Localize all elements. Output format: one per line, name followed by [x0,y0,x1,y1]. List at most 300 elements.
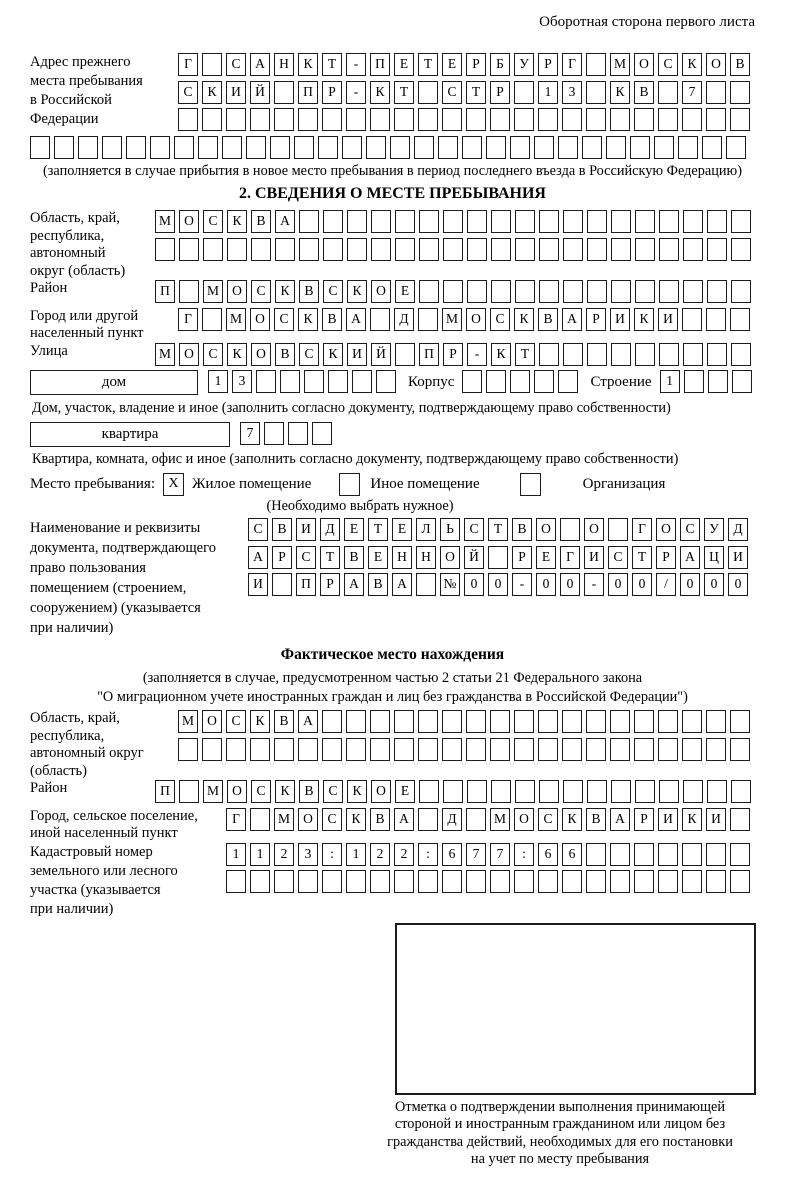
char-cell[interactable] [462,370,482,393]
char-cell[interactable] [442,108,462,131]
char-cell[interactable] [730,308,750,331]
char-cell[interactable] [730,710,750,733]
char-cell[interactable] [707,343,727,366]
char-cell[interactable] [395,238,415,261]
char-cell[interactable] [658,738,678,761]
char-cell[interactable] [467,238,487,261]
char-cell[interactable]: Р [656,546,676,569]
char-cell[interactable] [443,280,463,303]
char-cell[interactable]: В [538,308,558,331]
char-cell[interactable]: 0 [728,573,748,596]
char-cell[interactable]: П [370,53,390,76]
char-cell[interactable]: Е [392,518,412,541]
char-cell[interactable] [682,843,702,866]
char-cell[interactable] [222,136,242,159]
char-cell[interactable] [370,710,390,733]
char-cell[interactable]: С [296,546,316,569]
char-cell[interactable] [443,210,463,233]
char-cell[interactable]: О [227,780,247,803]
char-cell[interactable] [586,843,606,866]
char-cell[interactable]: С [608,546,628,569]
char-cell[interactable] [611,210,631,233]
char-cell[interactable] [394,870,414,893]
char-cell[interactable] [226,738,246,761]
char-cell[interactable]: П [155,280,175,303]
char-cell[interactable]: С [680,518,700,541]
char-cell[interactable]: Р [490,81,510,104]
char-cell[interactable] [202,738,222,761]
char-cell[interactable] [538,710,558,733]
char-cell[interactable]: К [227,343,247,366]
char-cell[interactable] [394,108,414,131]
char-cell[interactable] [658,710,678,733]
char-cell[interactable] [563,780,583,803]
char-cell[interactable] [226,108,246,131]
char-cell[interactable] [486,370,506,393]
char-cell[interactable]: Т [632,546,652,569]
char-cell[interactable] [250,738,270,761]
char-cell[interactable] [659,780,679,803]
char-cell[interactable] [514,870,534,893]
char-cell[interactable] [562,710,582,733]
char-cell[interactable] [347,210,367,233]
char-cell[interactable] [442,710,462,733]
char-cell[interactable] [294,136,314,159]
char-cell[interactable]: С [658,53,678,76]
char-cell[interactable]: Й [250,81,270,104]
char-cell[interactable] [562,870,582,893]
char-cell[interactable]: К [323,343,343,366]
char-cell[interactable]: / [656,573,676,596]
char-cell[interactable] [731,780,751,803]
char-cell[interactable] [635,343,655,366]
char-cell[interactable]: С [538,808,558,831]
char-cell[interactable] [682,308,702,331]
char-cell[interactable] [587,780,607,803]
char-cell[interactable] [250,870,270,893]
char-cell[interactable] [371,238,391,261]
char-cell[interactable] [322,710,342,733]
char-cell[interactable]: С [203,210,223,233]
char-cell[interactable]: В [272,518,292,541]
char-cell[interactable]: 2 [370,843,390,866]
char-cell[interactable] [288,422,308,445]
char-cell[interactable] [586,738,606,761]
char-cell[interactable] [635,280,655,303]
char-cell[interactable]: В [274,710,294,733]
char-cell[interactable] [682,870,702,893]
char-cell[interactable] [587,343,607,366]
char-cell[interactable]: Т [394,81,414,104]
char-cell[interactable] [586,108,606,131]
char-cell[interactable] [558,136,578,159]
char-cell[interactable]: В [730,53,750,76]
char-cell[interactable] [586,53,606,76]
char-cell[interactable]: В [322,308,342,331]
char-cell[interactable]: С [323,780,343,803]
char-cell[interactable]: 1 [208,370,228,393]
char-cell[interactable] [264,422,284,445]
char-cell[interactable]: К [682,808,702,831]
char-cell[interactable] [658,870,678,893]
char-cell[interactable] [352,370,372,393]
char-cell[interactable]: В [299,280,319,303]
char-cell[interactable] [203,238,223,261]
char-cell[interactable]: Т [515,343,535,366]
char-cell[interactable] [174,136,194,159]
char-cell[interactable] [304,370,324,393]
char-cell[interactable]: К [682,53,702,76]
char-cell[interactable] [730,843,750,866]
char-cell[interactable] [202,108,222,131]
char-cell[interactable]: О [250,308,270,331]
char-cell[interactable]: М [155,210,175,233]
char-cell[interactable]: 1 [660,370,680,393]
char-cell[interactable]: М [203,780,223,803]
char-cell[interactable]: О [634,53,654,76]
char-cell[interactable]: С [248,518,268,541]
char-cell[interactable] [510,136,530,159]
char-cell[interactable]: А [394,808,414,831]
char-cell[interactable] [659,280,679,303]
char-cell[interactable]: 1 [250,843,270,866]
char-cell[interactable]: Г [178,308,198,331]
char-cell[interactable]: В [275,343,295,366]
char-cell[interactable] [707,280,727,303]
char-cell[interactable]: Т [418,53,438,76]
char-cell[interactable] [514,81,534,104]
char-cell[interactable] [488,546,508,569]
char-cell[interactable] [328,370,348,393]
char-cell[interactable]: 0 [608,573,628,596]
char-cell[interactable]: И [584,546,604,569]
char-cell[interactable] [635,210,655,233]
char-cell[interactable] [634,843,654,866]
char-cell[interactable] [659,238,679,261]
char-cell[interactable] [587,280,607,303]
char-cell[interactable] [611,238,631,261]
char-cell[interactable]: Н [416,546,436,569]
char-cell[interactable]: Ь [440,518,460,541]
char-cell[interactable] [558,370,578,393]
char-cell[interactable] [562,108,582,131]
char-cell[interactable]: А [275,210,295,233]
char-cell[interactable] [370,870,390,893]
checkbox-inoe[interactable] [339,473,360,496]
char-cell[interactable] [634,738,654,761]
char-cell[interactable]: А [346,308,366,331]
char-cell[interactable] [586,710,606,733]
char-cell[interactable]: В [370,808,390,831]
char-cell[interactable]: - [512,573,532,596]
char-cell[interactable]: Г [226,808,246,831]
char-cell[interactable]: 6 [538,843,558,866]
char-cell[interactable] [466,710,486,733]
char-cell[interactable] [491,238,511,261]
char-cell[interactable] [491,780,511,803]
char-cell[interactable] [299,238,319,261]
char-cell[interactable]: И [658,808,678,831]
char-cell[interactable]: К [370,81,390,104]
char-cell[interactable] [155,238,175,261]
char-cell[interactable]: Е [536,546,556,569]
char-cell[interactable] [246,136,266,159]
char-cell[interactable]: Р [634,808,654,831]
char-cell[interactable]: Н [392,546,412,569]
char-cell[interactable]: М [203,280,223,303]
char-cell[interactable] [274,738,294,761]
char-cell[interactable]: Т [368,518,388,541]
char-cell[interactable] [346,738,366,761]
char-cell[interactable]: У [514,53,534,76]
char-cell[interactable]: 6 [562,843,582,866]
char-cell[interactable] [419,210,439,233]
char-cell[interactable]: 1 [346,843,366,866]
char-cell[interactable]: Р [322,81,342,104]
char-cell[interactable] [466,108,486,131]
char-cell[interactable] [370,108,390,131]
char-cell[interactable]: Р [320,573,340,596]
char-cell[interactable]: Г [632,518,652,541]
char-cell[interactable] [515,210,535,233]
char-cell[interactable]: 2 [274,843,294,866]
char-cell[interactable] [270,136,290,159]
char-cell[interactable] [490,108,510,131]
char-cell[interactable]: О [179,210,199,233]
char-cell[interactable]: О [227,280,247,303]
char-cell[interactable] [376,370,396,393]
char-cell[interactable]: М [490,808,510,831]
char-cell[interactable] [178,738,198,761]
char-cell[interactable] [683,238,703,261]
char-cell[interactable] [510,370,530,393]
char-cell[interactable] [731,280,751,303]
char-cell[interactable] [683,343,703,366]
char-cell[interactable] [298,108,318,131]
char-cell[interactable]: Е [394,53,414,76]
char-cell[interactable] [390,136,410,159]
char-cell[interactable]: Д [442,808,462,831]
char-cell[interactable] [707,210,727,233]
char-cell[interactable] [706,108,726,131]
char-cell[interactable] [414,136,434,159]
char-cell[interactable]: - [584,573,604,596]
char-cell[interactable] [178,108,198,131]
char-cell[interactable] [706,308,726,331]
char-cell[interactable]: С [203,343,223,366]
char-cell[interactable] [395,343,415,366]
char-cell[interactable]: М [610,53,630,76]
char-cell[interactable]: А [298,710,318,733]
char-cell[interactable]: № [440,573,460,596]
char-cell[interactable] [587,238,607,261]
char-cell[interactable]: А [250,53,270,76]
char-cell[interactable]: К [347,780,367,803]
char-cell[interactable] [274,108,294,131]
char-cell[interactable] [202,53,222,76]
char-cell[interactable]: Р [272,546,292,569]
char-cell[interactable] [394,738,414,761]
char-cell[interactable] [274,81,294,104]
char-cell[interactable] [539,238,559,261]
char-cell[interactable] [298,870,318,893]
char-cell[interactable]: Т [322,53,342,76]
char-cell[interactable] [443,238,463,261]
char-cell[interactable]: Й [464,546,484,569]
char-cell[interactable] [318,136,338,159]
char-cell[interactable] [416,573,436,596]
char-cell[interactable]: Р [512,546,532,569]
char-cell[interactable] [539,280,559,303]
char-cell[interactable] [683,280,703,303]
char-cell[interactable] [610,870,630,893]
char-cell[interactable] [706,870,726,893]
char-cell[interactable]: М [442,308,462,331]
char-cell[interactable]: 3 [562,81,582,104]
char-cell[interactable]: 1 [226,843,246,866]
char-cell[interactable] [395,210,415,233]
char-cell[interactable]: В [344,546,364,569]
char-cell[interactable]: А [344,573,364,596]
char-cell[interactable]: Т [320,546,340,569]
char-cell[interactable]: И [706,808,726,831]
char-cell[interactable]: О [371,780,391,803]
char-cell[interactable] [611,280,631,303]
char-cell[interactable] [418,81,438,104]
char-cell[interactable]: 6 [442,843,462,866]
char-cell[interactable] [730,738,750,761]
char-cell[interactable] [312,422,332,445]
char-cell[interactable]: Е [395,280,415,303]
char-cell[interactable] [515,238,535,261]
char-cell[interactable]: Д [320,518,340,541]
char-cell[interactable] [418,710,438,733]
char-cell[interactable] [102,136,122,159]
char-cell[interactable] [706,843,726,866]
char-cell[interactable] [323,238,343,261]
char-cell[interactable]: Д [394,308,414,331]
char-cell[interactable] [659,210,679,233]
char-cell[interactable] [202,308,222,331]
char-cell[interactable]: С [251,780,271,803]
char-cell[interactable] [442,738,462,761]
char-cell[interactable] [298,738,318,761]
char-cell[interactable] [610,843,630,866]
char-cell[interactable] [515,780,535,803]
char-cell[interactable] [608,518,628,541]
char-cell[interactable]: О [179,343,199,366]
char-cell[interactable] [730,108,750,131]
char-cell[interactable]: К [610,81,630,104]
char-cell[interactable]: Г [178,53,198,76]
char-cell[interactable] [418,808,438,831]
char-cell[interactable]: К [275,780,295,803]
char-cell[interactable]: М [155,343,175,366]
char-cell[interactable] [466,870,486,893]
char-cell[interactable] [634,108,654,131]
char-cell[interactable]: Г [562,53,582,76]
char-cell[interactable]: - [346,53,366,76]
char-cell[interactable] [635,780,655,803]
char-cell[interactable]: К [514,308,534,331]
char-cell[interactable] [491,280,511,303]
char-cell[interactable]: С [274,308,294,331]
char-cell[interactable]: 0 [704,573,724,596]
char-cell[interactable] [322,108,342,131]
char-cell[interactable]: - [346,81,366,104]
char-cell[interactable] [179,280,199,303]
char-cell[interactable]: П [296,573,316,596]
char-cell[interactable]: С [323,280,343,303]
char-cell[interactable] [346,108,366,131]
char-cell[interactable]: С [226,53,246,76]
char-cell[interactable] [126,136,146,159]
char-cell[interactable]: А [562,308,582,331]
char-cell[interactable]: О [584,518,604,541]
char-cell[interactable]: В [634,81,654,104]
char-cell[interactable]: Л [416,518,436,541]
char-cell[interactable] [610,108,630,131]
char-cell[interactable]: А [392,573,412,596]
char-cell[interactable]: К [202,81,222,104]
char-cell[interactable] [726,136,746,159]
char-cell[interactable]: М [178,710,198,733]
char-cell[interactable] [150,136,170,159]
char-cell[interactable]: И [728,546,748,569]
char-cell[interactable]: И [296,518,316,541]
char-cell[interactable] [438,136,458,159]
char-cell[interactable]: К [227,210,247,233]
char-cell[interactable] [534,136,554,159]
char-cell[interactable] [702,136,722,159]
char-cell[interactable] [347,238,367,261]
char-cell[interactable] [707,780,727,803]
char-cell[interactable]: О [202,710,222,733]
char-cell[interactable] [587,210,607,233]
char-cell[interactable]: Д [728,518,748,541]
char-cell[interactable]: И [347,343,367,366]
char-cell[interactable]: И [610,308,630,331]
char-cell[interactable] [538,108,558,131]
char-cell[interactable]: А [680,546,700,569]
char-cell[interactable]: О [440,546,460,569]
char-cell[interactable] [684,370,704,393]
char-cell[interactable]: Е [395,780,415,803]
char-cell[interactable]: Н [274,53,294,76]
char-cell[interactable] [682,710,702,733]
char-cell[interactable]: М [226,308,246,331]
char-cell[interactable] [610,710,630,733]
char-cell[interactable]: 0 [488,573,508,596]
char-cell[interactable]: - [467,343,487,366]
char-cell[interactable]: К [491,343,511,366]
char-cell[interactable]: Р [466,53,486,76]
char-cell[interactable]: Р [586,308,606,331]
char-cell[interactable]: И [248,573,268,596]
char-cell[interactable]: П [298,81,318,104]
char-cell[interactable] [539,210,559,233]
char-cell[interactable]: С [442,81,462,104]
char-cell[interactable] [370,308,390,331]
char-cell[interactable]: Р [443,343,463,366]
char-cell[interactable]: В [368,573,388,596]
char-cell[interactable] [706,81,726,104]
char-cell[interactable] [280,370,300,393]
char-cell[interactable] [272,573,292,596]
char-cell[interactable] [534,370,554,393]
char-cell[interactable]: К [275,280,295,303]
char-cell[interactable] [610,738,630,761]
